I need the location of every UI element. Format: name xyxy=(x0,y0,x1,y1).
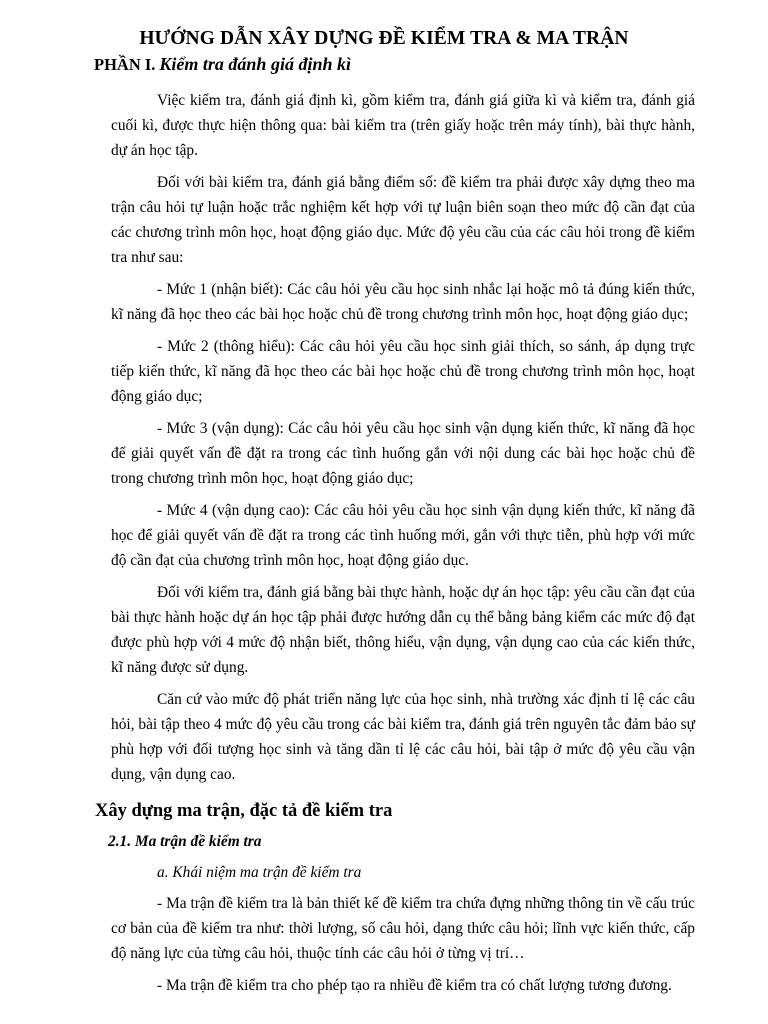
paragraph: Đối với bài kiểm tra, đánh giá bằng điểm số: đề kiểm tra phải được xây dựng theo ma trận câu hỏi tự luận hoặc trắc nghiệm kết hợp với tự luận biên soạn theo mức độ cần đạt của các chương trình môn học, hoạt động giáo dục. Mức độ yêu cầu của các câu hỏi trong đề kiểm tra như sau: xyxy=(111,174,695,266)
paragraph: Đối với kiểm tra, đánh giá bằng bài thực hành, hoặc dự án học tập: yêu cầu cần đạt của bài thực hành hoặc dự án học tập phải được hướng dẫn cụ thể bằng bảng kiểm các mức độ đạt được phù hợp với 4 mức độ nhận biết, thông hiểu, vận dụng, vận dụng cao của các kiến thức, kĩ năng được sử dụng. xyxy=(111,584,695,676)
document-body xyxy=(95,88,695,1005)
paragraph: Căn cứ vào mức độ phát triển năng lực của học sinh, nhà trường xác định tỉ lệ các câu hỏi, bài tập theo 4 mức độ yêu cầu trong các bài kiểm tra, đánh giá trên nguyên tắc đảm bảo sự phù hợp với đối tượng học sinh và tăng dần tỉ lệ các câu hỏi, bài tập ở mức độ yêu cầu vận dụng, vận dụng cao. xyxy=(111,691,695,783)
part-heading xyxy=(94,54,351,75)
subsection-heading: 2.1. Ma trận đề kiểm tra xyxy=(108,833,262,850)
paragraph: - Mức 4 (vận dụng cao): Các câu hỏi yêu cầu học sinh vận dụng kiến thức, kĩ năng đã học để giải quyết vấn đề đặt ra trong các tình huống mới, gắn với thực tiễn, phù hợp với mức độ cần đạt của chương trình môn học, hoạt động giáo dục. xyxy=(111,502,695,569)
paragraph: - Mức 2 (thông hiểu): Các câu hỏi yêu cầu học sinh giải thích, so sánh, áp dụng trực tiếp kiến thức, kĩ năng đã học theo các bài học hoặc chủ đề trong chương trình môn học, hoạt động giáo dục; xyxy=(111,338,695,405)
part-label: PHẦN I. xyxy=(94,55,156,74)
paragraph: Việc kiểm tra, đánh giá định kì, gồm kiểm tra, đánh giá giữa kì và kiểm tra, đánh giá cuối kì, được thực hiện thông qua: bài kiểm tra (trên giấy hoặc trên máy tính), bài thực hành, dự án học tập. xyxy=(111,92,695,159)
section-heading: Xây dựng ma trận, đặc tả đề kiểm tra xyxy=(95,801,393,821)
paragraph: - Mức 1 (nhận biết): Các câu hỏi yêu cầu học sinh nhắc lại hoặc mô tả đúng kiến thức, kĩ năng đã học theo các bài học hoặc chủ đề trong chương trình môn học, hoạt động giáo dục; xyxy=(111,281,695,323)
paragraph: - Ma trận đề kiểm tra là bản thiết kế đề kiểm tra chứa đựng những thông tin về cấu trúc cơ bản của đề kiểm tra như: thời lượng, số câu hỏi, dạng thức câu hỏi; lĩnh vực kiến thức, cấp độ năng lực của từng câu hỏi, thuộc tính các câu hỏi ở từng vị trí… xyxy=(111,895,695,962)
subsubsection-heading: a. Khái niệm ma trận đề kiểm tra xyxy=(157,864,362,881)
paragraph: - Mức 3 (vận dụng): Các câu hỏi yêu cầu học sinh vận dụng kiến thức, kĩ năng đã học để giải quyết vấn đề đặt ra trong các tình huống gắn với nội dung các bài học hoặc chủ đề trong chương trình môn học, hoạt động giáo dục; xyxy=(111,420,695,487)
part-name: Kiểm tra đánh giá định kì xyxy=(159,54,351,74)
paragraph: - Ma trận đề kiểm tra cho phép tạo ra nhiều đề kiểm tra có chất lượng tương đương. xyxy=(157,977,672,994)
document-title: HƯỚNG DẪN XÂY DỰNG ĐỀ KIỂM TRA & MA TRẬN xyxy=(139,28,629,49)
